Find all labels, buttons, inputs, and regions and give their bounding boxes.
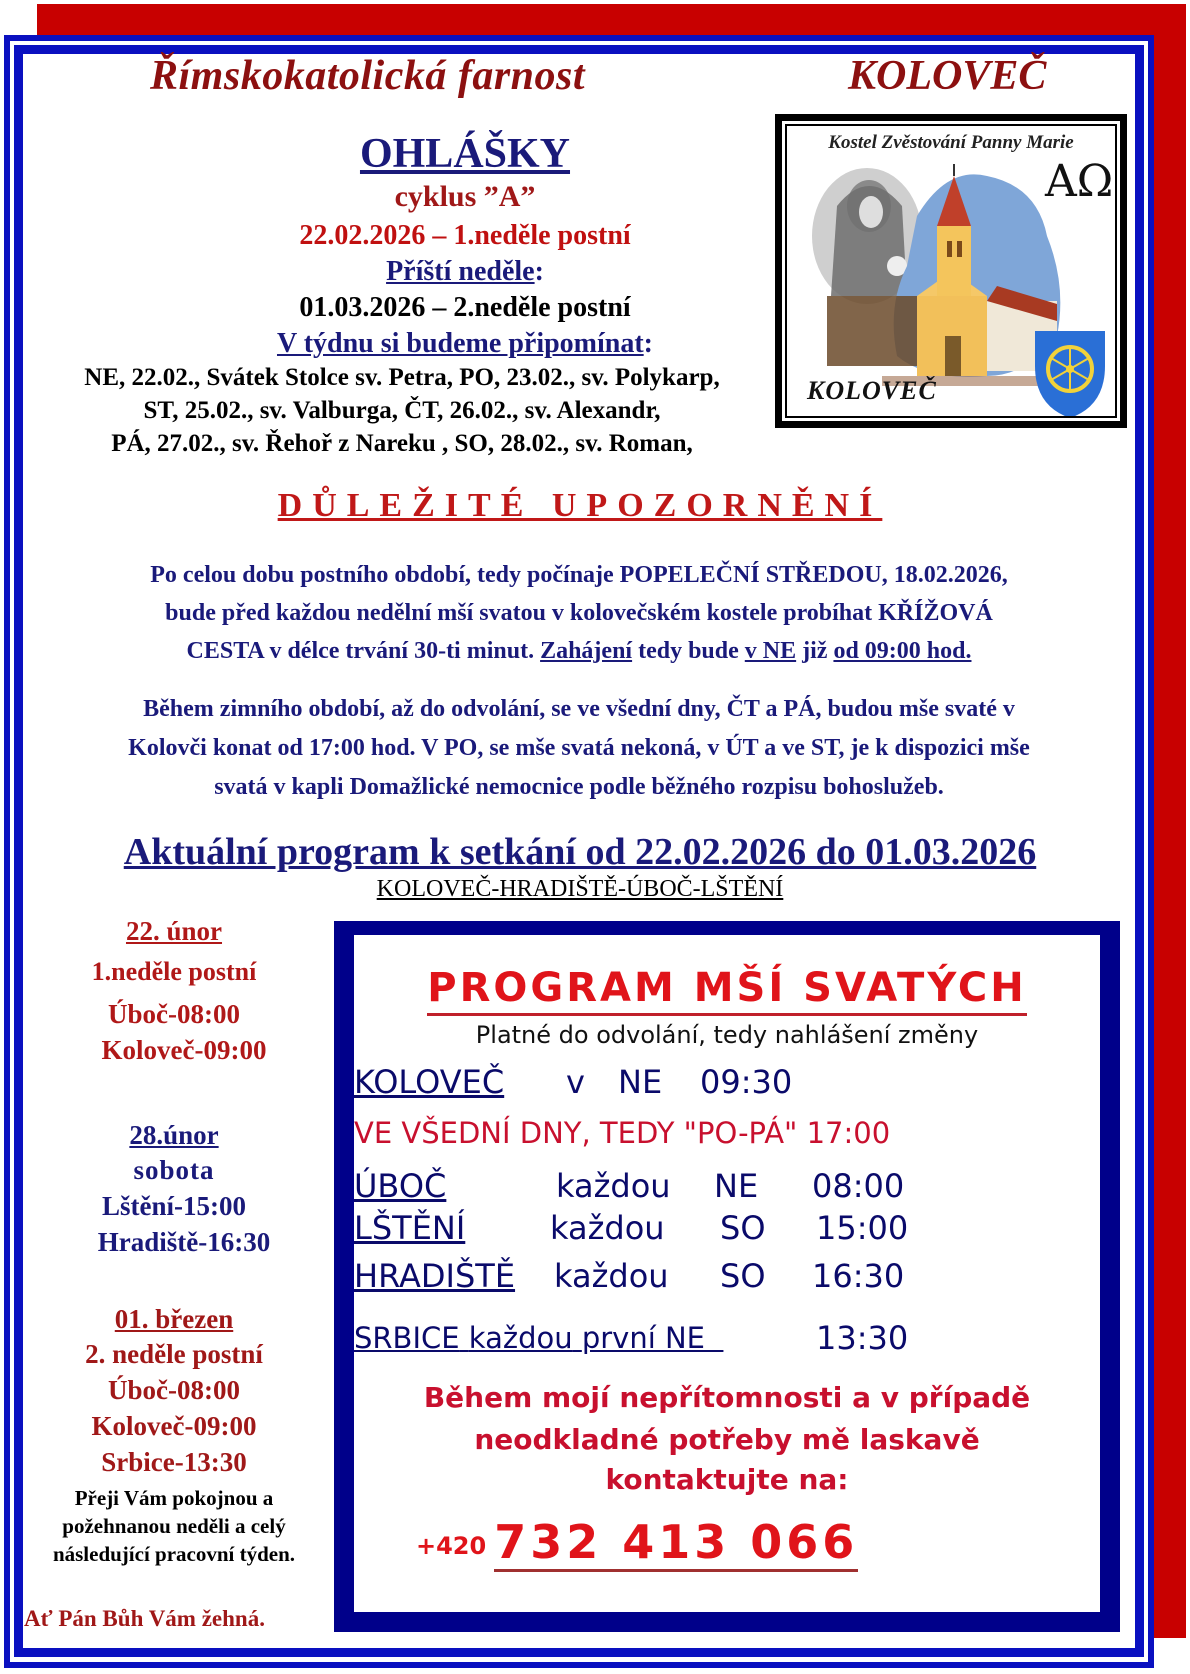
day-date: 28.únor <box>129 1120 219 1150</box>
notice-text: CESTA v délce trvání 30-ti minut. <box>186 638 541 664</box>
day-mass: Úboč-08:00 <box>108 1375 240 1405</box>
phone-digits: 732 413 066 <box>494 1515 858 1572</box>
wish-block <box>24 1484 324 1568</box>
day: SO <box>720 1209 766 1247</box>
next-sunday: 01.03.2026 – 2.neděle postní <box>299 292 631 323</box>
week-label-text: V týdnu si budeme připomínat <box>276 328 644 359</box>
time: 15:00 <box>816 1209 909 1247</box>
day-mass: Koloveč-09:00 <box>91 1411 257 1441</box>
day: NE <box>618 1063 663 1101</box>
next-sunday-label-text: Příští neděle <box>386 256 535 287</box>
program-locations <box>20 876 1140 903</box>
week-line-3: PÁ, 27.02., sv. Řehoř z Nareku , SO, 28.02., sv. Roman, <box>111 430 693 457</box>
program-heading <box>20 830 1140 874</box>
day-date: 22. únor <box>125 916 223 946</box>
notice-text: tedy bude <box>632 638 745 664</box>
phone-number[interactable] <box>416 1515 858 1569</box>
day-name: sobota <box>133 1155 215 1185</box>
time: 08:00 <box>812 1167 905 1205</box>
important-notice-heading <box>20 487 1140 525</box>
notice-para1-line1: Po celou dobu postního období, tedy počínaje POPELEČNÍ STŘEDOU, 18.02.2026, <box>150 562 1008 588</box>
notice-text-underlined: od 09:00 hod. <box>833 638 972 664</box>
day-block-1 <box>24 914 324 1068</box>
notice-text-underlined: v NE <box>744 638 797 664</box>
contact-line: kontaktujte na: <box>605 1463 849 1496</box>
mass-schedule-subtitle: Platné do odvolání, tedy nahlášení změny <box>475 1021 979 1049</box>
day-date: 01. březen <box>114 1304 234 1334</box>
day-mass: Srbice-13:30 <box>101 1447 247 1477</box>
wish-line: Přeji Vám pokojnou a <box>74 1486 274 1510</box>
day-mass: Hradiště-16:30 <box>97 1227 271 1257</box>
day-name: 2. neděle postní <box>85 1339 263 1369</box>
current-sunday: 22.02.2026 – 1.neděle postní <box>299 220 631 251</box>
phone-prefix: +420 <box>416 1532 487 1560</box>
week-label-colon: : <box>643 328 653 359</box>
which-sunday: první NE <box>581 1321 705 1355</box>
cycle-label: cyklus ”A” <box>394 180 536 213</box>
next-sunday-colon: : <box>534 256 544 287</box>
contact-line: Během mojí nepřítomnosti a v případě <box>423 1381 1031 1414</box>
church-card <box>775 114 1127 428</box>
blessing: Ať Pán Bůh Vám žehná. <box>24 1606 265 1631</box>
day: NE <box>714 1167 759 1205</box>
notice-para1-line3 <box>24 632 1134 670</box>
time: 09:30 <box>700 1063 793 1101</box>
week-line-2: ST, 25.02., sv. Valburga, ČT, 26.02., sv. Alexandr, <box>143 397 661 424</box>
program-locations-text: KOLOVEČ-HRADIŠTĚ-ÚBOČ-LŠTĚNÍ <box>376 876 784 902</box>
notice-para2-line2: Kolovči konat od 17:00 hod. V PO, se mše svatá nekoná, v ÚT a ve ST, je k dispozici mše <box>128 735 1030 761</box>
week-line-1: NE, 22.02., Svátek Stolce sv. Petra, PO, 23.02., sv. Polykarp, <box>84 364 720 391</box>
time: 16:30 <box>812 1257 905 1295</box>
place: KOLOVEČ <box>354 1063 505 1101</box>
church-card-inner <box>785 124 1117 418</box>
srbice-text <box>354 1321 723 1355</box>
frequency: každou <box>550 1209 665 1247</box>
day-mass: Úboč-08:00 <box>108 999 240 1029</box>
place: LŠTĚNÍ <box>354 1209 466 1247</box>
mass-schedule-box <box>334 921 1120 1632</box>
church-collage-icon <box>787 126 1117 418</box>
frequency: každou <box>556 1167 671 1205</box>
mass-schedule-title-text: PROGRAM MŠÍ SVATÝCH <box>427 965 1026 1016</box>
notice-para1-line2: bude před každou nedělní mší svatou v kolovečském kostele probíhat KŘÍŽOVÁ <box>165 600 993 626</box>
alpha-omega-symbol-icon: AΩ <box>1045 156 1114 207</box>
parish-town: KOLOVEČ <box>848 53 1047 99</box>
frequency: každou <box>468 1321 573 1355</box>
wish-line: následující pracovní týden. <box>52 1542 296 1566</box>
coat-of-arms-wheel-icon <box>1035 331 1105 418</box>
place: HRADIŠTĚ <box>354 1257 516 1295</box>
church-card-town: KOLOVEČ <box>807 376 937 405</box>
church-card-title: Kostel Zvěstování Panny Marie <box>828 132 1074 153</box>
wish-line: požehnanou neděli a celý <box>62 1514 286 1538</box>
notice-para2-line3: svatá v kapli Domažlické nemocnice podle běžného rozpisu bohoslužeb. <box>214 774 944 800</box>
schedule-weekdays: VE VŠEDNÍ DNY, TEDY "PO-PÁ" 17:00 <box>354 1116 891 1150</box>
place: ÚBOČ <box>354 1167 447 1205</box>
parish-title: Římskokatolická farnost <box>150 53 586 99</box>
day-mass: Koloveč-09:00 <box>101 1035 267 1065</box>
preposition: v <box>566 1063 585 1101</box>
day-block-2 <box>24 1118 324 1260</box>
mass-schedule-title <box>354 965 1100 1011</box>
day-mass: Lštění-15:00 <box>102 1191 246 1221</box>
notice-text: již <box>796 638 834 664</box>
program-heading-text: Aktuální program k setkání od 22.02.2026 do 01.03.2026 <box>123 831 1037 873</box>
frequency: každou <box>554 1257 669 1295</box>
place: SRBICE <box>354 1321 460 1355</box>
notice-para2-line1: Během zimního období, až do odvolání, se ve všední dny, ČT a PÁ, budou mše svaté v <box>143 696 1015 722</box>
day-name: 1.neděle postní <box>91 957 257 986</box>
day: SO <box>720 1257 766 1295</box>
notice-text-underlined: Zahájení <box>540 638 633 664</box>
important-notice-heading-text: DŮLEŽITÉ UPOZORNĚNÍ <box>277 487 883 524</box>
announcements-title: OHLÁŠKY <box>359 131 571 177</box>
time: 13:30 <box>816 1319 909 1357</box>
contact-line: neodkladné potřeby mě laskavě <box>474 1423 980 1456</box>
day-block-3 <box>24 1302 324 1480</box>
